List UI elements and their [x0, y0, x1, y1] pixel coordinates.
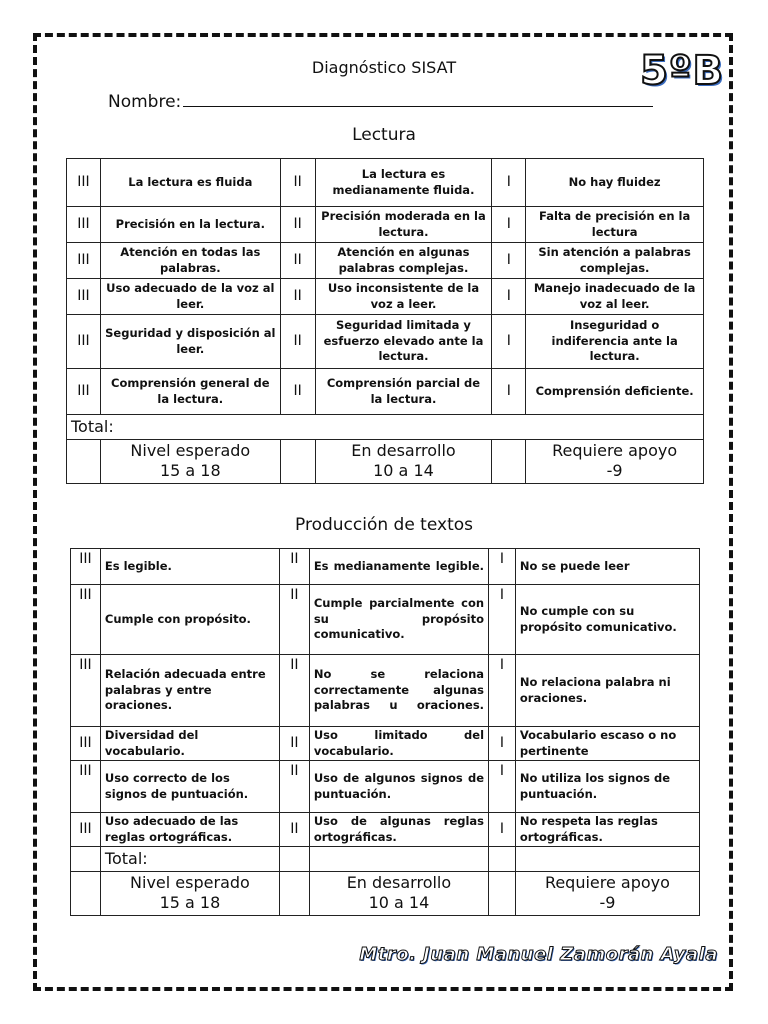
criterion-level-1: No utiliza los signos de puntuación. [515, 761, 699, 813]
table-row [71, 549, 700, 585]
level-name: Nivel esperado [130, 872, 250, 892]
criterion-level-3: Precisión en la lectura. [100, 207, 280, 243]
level-range-cell [100, 439, 280, 484]
level-mark-i: I [489, 761, 516, 813]
level-name: En desarrollo [351, 440, 456, 460]
level-mark-i: I [492, 279, 526, 315]
level-mark-iii: III [71, 727, 101, 761]
level-mark-iii: III [67, 279, 101, 315]
level-mark-i: I [492, 369, 526, 415]
criterion-level-2: Seguridad limitada y esfuerzo elevado ante la lectura. [315, 315, 492, 369]
level-mark-i: I [489, 549, 516, 585]
level-name: Requiere apoyo [544, 872, 670, 892]
produccion-table [70, 548, 700, 916]
criterion-level-1: No hay fluidez [526, 159, 704, 207]
level-range: 15 a 18 [159, 893, 221, 913]
levels-spacer [67, 439, 101, 484]
level-mark-iii: III [71, 585, 101, 655]
criterion-level-3: La lectura es fluida [100, 159, 280, 207]
level-mark-ii: II [280, 279, 315, 315]
total-spacer [71, 847, 101, 872]
criterion-level-1: Falta de precisión en la lectura [526, 207, 704, 243]
criterion-level-3: Relación adecuada entre palabras y entre oraciones. [100, 655, 279, 727]
total-spacer [309, 847, 488, 872]
level-mark-i: I [489, 655, 516, 727]
level-mark-iii: III [71, 655, 101, 727]
level-mark-i: I [489, 727, 516, 761]
table-row [67, 243, 704, 279]
table-row [67, 159, 704, 207]
name-label: Nombre: [108, 92, 182, 112]
level-range: -9 [599, 893, 616, 913]
criterion-level-2: Atención en algunas palabras complejas. [315, 243, 492, 279]
table-row [67, 369, 704, 415]
name-blank-line [183, 92, 653, 107]
level-mark-ii: II [279, 549, 309, 585]
criterion-level-3: Seguridad y disposición al leer. [100, 315, 280, 369]
level-range-cell [315, 439, 492, 484]
criterion-level-3: Atención en todas las palabras. [100, 243, 280, 279]
criterion-level-2: Uso inconsistente de la voz a leer. [315, 279, 492, 315]
criterion-level-1: No respeta las reglas ortográficas. [515, 813, 699, 847]
level-mark-ii: II [280, 369, 315, 415]
table-row [71, 655, 700, 727]
section-title-lectura: Lectura [352, 125, 416, 145]
level-mark-iii: III [67, 243, 101, 279]
criterion-level-2: Uso limitado del vocabulario. [309, 727, 488, 761]
table-row [71, 727, 700, 761]
level-mark-iii: III [71, 549, 101, 585]
level-range: 10 a 14 [373, 461, 434, 481]
levels-spacer [492, 439, 526, 484]
total-label: Total: [100, 847, 279, 872]
criterion-level-3: Uso adecuado de las reglas ortográficas. [100, 813, 279, 847]
levels-spacer [71, 871, 101, 916]
level-mark-iii: III [67, 159, 101, 207]
criterion-level-3: Uso adecuado de la voz al leer. [100, 279, 280, 315]
level-mark-i: I [492, 243, 526, 279]
criterion-level-3: Diversidad del vocabulario. [100, 727, 279, 761]
level-range: 15 a 18 [159, 461, 221, 481]
criterion-level-2: Comprensión parcial de la lectura. [315, 369, 492, 415]
level-mark-i: I [489, 585, 516, 655]
level-mark-iii: III [67, 315, 101, 369]
level-name: Requiere apoyo [552, 440, 678, 460]
teacher-signature: Mtro. Juan Manuel Zamorán Ayala [359, 944, 718, 965]
criterion-level-2: Precisión moderada en la lectura. [315, 207, 492, 243]
criterion-level-3: Uso correcto de los signos de puntuación. [100, 761, 279, 813]
level-mark-i: I [492, 207, 526, 243]
criterion-level-3: Es legible. [100, 549, 279, 585]
criterion-level-2: Uso de algunos signos de puntuación. [309, 761, 488, 813]
table-row [71, 585, 700, 655]
lectura-table [66, 158, 704, 484]
level-mark-ii: II [279, 655, 309, 727]
level-range-cell [309, 871, 488, 916]
level-mark-i: I [489, 813, 516, 847]
criterion-level-2: Es medianamente legible. [309, 549, 488, 585]
table-row [67, 279, 704, 315]
criterion-level-2: No se relaciona correctamente algunas palabras u oraciones. [309, 655, 488, 727]
criterion-level-2: Uso de algunas reglas ortográficas. [309, 813, 488, 847]
name-field [108, 92, 658, 112]
level-mark-iii: III [67, 207, 101, 243]
level-range-cell [515, 871, 699, 916]
level-mark-ii: II [280, 207, 315, 243]
total-spacer [489, 847, 516, 872]
level-range: 10 a 14 [368, 893, 430, 913]
total-row [67, 415, 704, 440]
total-spacer [279, 847, 309, 872]
table-row [67, 315, 704, 369]
criterion-level-2: Cumple parcialmente con su propósito comunicativo. [309, 585, 488, 655]
levels-row [67, 439, 704, 484]
criterion-level-1: Comprensión deficiente. [526, 369, 704, 415]
level-mark-ii: II [280, 243, 315, 279]
level-range-cell [526, 439, 704, 484]
total-label: Total: [67, 415, 704, 440]
level-name: Nivel esperado [130, 440, 251, 460]
levels-spacer [279, 871, 309, 916]
level-mark-ii: II [280, 315, 315, 369]
table-row [71, 761, 700, 813]
criterion-level-1: No cumple con su propósito comunicativo. [515, 585, 699, 655]
criterion-level-1: Manejo inadecuado de la voz al leer. [526, 279, 704, 315]
criterion-level-1: Vocabulario escaso o no pertinente [515, 727, 699, 761]
level-range-cell [100, 871, 279, 916]
level-mark-ii: II [280, 159, 315, 207]
page-title: Diagnóstico SISAT [311, 58, 457, 77]
criterion-level-3: Comprensión general de la lectura. [100, 369, 280, 415]
level-mark-ii: II [279, 761, 309, 813]
level-mark-iii: III [67, 369, 101, 415]
levels-spacer [489, 871, 516, 916]
criterion-level-1: No se puede leer [515, 549, 699, 585]
criterion-level-3: Cumple con propósito. [100, 585, 279, 655]
level-mark-ii: II [279, 813, 309, 847]
level-name: En desarrollo [346, 872, 452, 892]
level-mark-iii: III [71, 813, 101, 847]
criterion-level-1: No relaciona palabra ni oraciones. [515, 655, 699, 727]
levels-row [71, 871, 700, 916]
level-mark-ii: II [279, 727, 309, 761]
levels-spacer [280, 439, 315, 484]
section-title-produccion: Producción de textos [295, 515, 473, 535]
total-row [71, 847, 700, 872]
criterion-level-1: Inseguridad o indiferencia ante la lectura. [526, 315, 704, 369]
level-mark-i: I [492, 159, 526, 207]
grade-badge: 5ºB [640, 48, 724, 94]
table-row [67, 207, 704, 243]
total-spacer [515, 847, 699, 872]
level-range: -9 [606, 461, 623, 481]
criterion-level-2: La lectura es medianamente fluida. [315, 159, 492, 207]
criterion-level-1: Sin atención a palabras complejas. [526, 243, 704, 279]
level-mark-iii: III [71, 761, 101, 813]
level-mark-i: I [492, 315, 526, 369]
level-mark-ii: II [279, 585, 309, 655]
table-row [71, 813, 700, 847]
